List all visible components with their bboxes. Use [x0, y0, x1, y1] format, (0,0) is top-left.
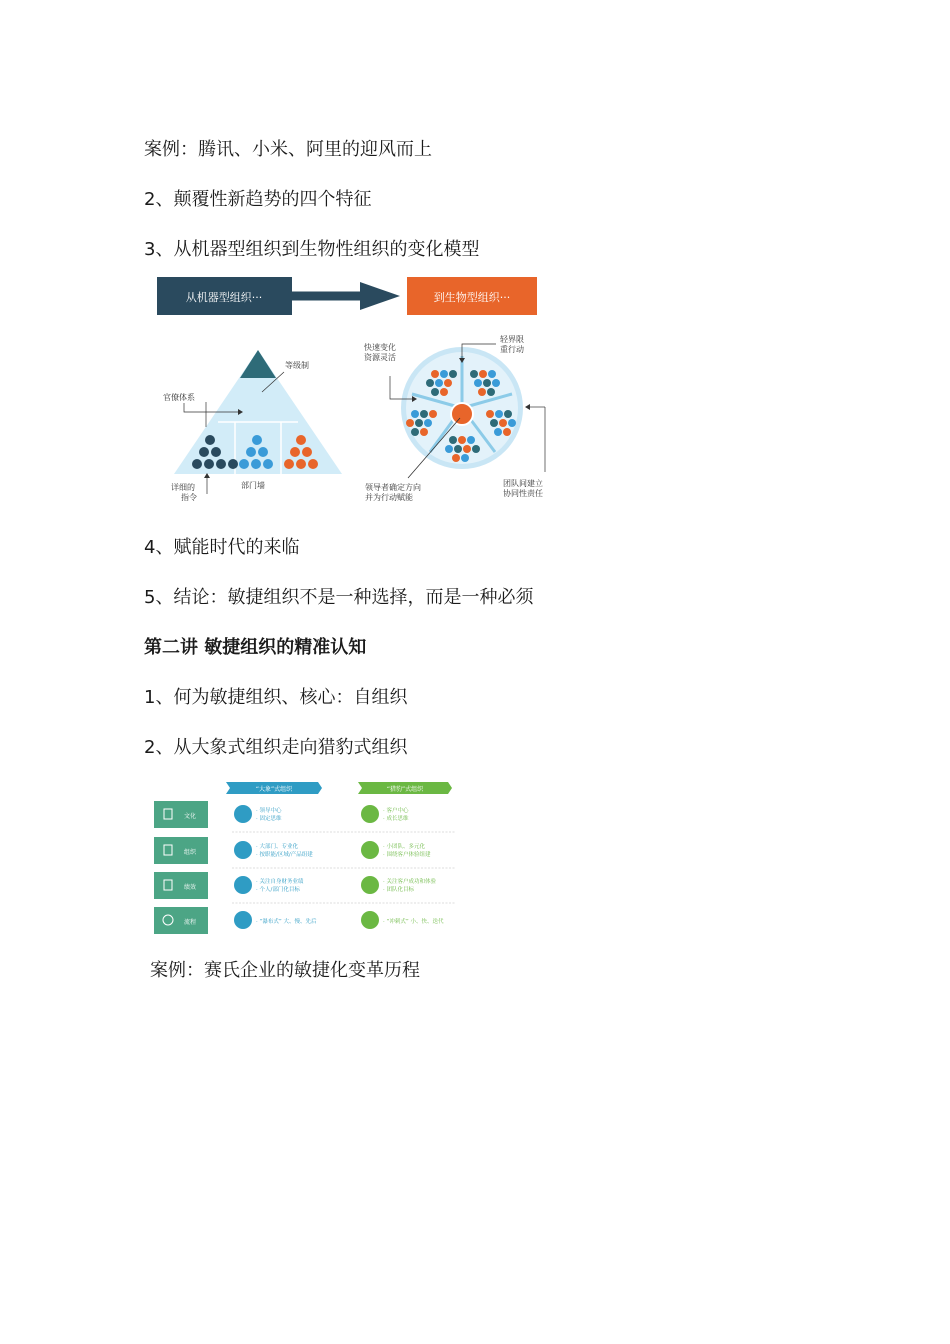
- label-detailed-2: 指令: [181, 493, 197, 502]
- row-culture-left-2: · 固定思维: [256, 816, 282, 822]
- row-performance-left-1: · 关注自身财务业绩: [256, 879, 304, 885]
- heading-what-is-agile: 1、何为敏捷组织、核心：自组织: [144, 687, 408, 708]
- heading-lecture-two: 第二讲 敏捷组织的精准认知: [144, 637, 367, 658]
- case-sai-enterprise: 案例：赛氏企业的敏捷化变革历程: [150, 960, 420, 981]
- elephant-vs-cheetah-figure: [150, 776, 464, 940]
- label-team-1: 团队间建立: [503, 479, 543, 488]
- row-culture-left-1: · 领导中心: [256, 808, 282, 814]
- heading-empowerment-era: 4、赋能时代的来临: [144, 537, 300, 558]
- row-performance-right-2: · 团队化目标: [383, 887, 414, 893]
- label-silo: 部门墙: [241, 481, 265, 490]
- arrow-right-icon: [360, 282, 400, 310]
- label-leader-2: 并为行动赋能: [365, 493, 413, 502]
- pyramid-diagram: [163, 350, 342, 502]
- row-performance: [154, 872, 456, 903]
- row-culture-label: 文化: [184, 813, 197, 820]
- row-organization: [154, 837, 456, 868]
- bio-org-label: 到生物型组织···: [433, 291, 511, 304]
- row-process-right-1: · “冲刺式” 小、快、迭代: [383, 919, 444, 925]
- label-light-boundary-2: 重行动: [500, 345, 524, 354]
- label-fast-change-1: 快速变化: [364, 343, 396, 352]
- elephant-header-label: “大象”式组织: [255, 786, 293, 793]
- label-detailed-1: 详细的: [171, 483, 195, 492]
- row-performance-label: 绩效: [184, 884, 197, 891]
- row-performance-left-2: · 个人/部门化目标: [256, 887, 300, 893]
- row-organization-right-1: · 小团队、多元化: [383, 844, 425, 850]
- label-bureaucracy: 官僚体系: [163, 393, 195, 402]
- row-organization-label: 组织: [184, 849, 197, 856]
- bio-org-diagram: [364, 334, 545, 502]
- row-culture: [154, 801, 456, 832]
- row-culture-right-2: · 成长思维: [383, 816, 409, 822]
- heading-four-features: 2、颠覆性新趋势的四个特征: [144, 189, 372, 210]
- label-team-2: 协同性责任: [503, 489, 543, 498]
- row-organization-left-2: · 按职能/区域/产品组建: [256, 852, 313, 858]
- row-performance-right-1: · 关注客户成功和体验: [383, 879, 436, 885]
- cheetah-header-label: “猎豹”式组织: [386, 786, 424, 793]
- heading-change-model: 3、从机器型组织到生物性组织的变化模型: [144, 239, 480, 260]
- row-process: [154, 907, 444, 934]
- row-organization-left-1: · 大部门、专业化: [256, 844, 298, 850]
- machine-org-label: 从机器型组织···: [185, 291, 263, 304]
- row-culture-right-1: · 客户中心: [383, 808, 409, 814]
- case-tencent-xiaomi-alibaba: 案例：腾讯、小米、阿里的迎风而上: [144, 139, 432, 160]
- machine-to-bio-figure: [150, 272, 560, 508]
- label-hierarchy: 等级制: [285, 361, 309, 370]
- heading-elephant-to-cheetah: 2、从大象式组织走向猎豹式组织: [144, 737, 408, 758]
- label-light-boundary-1: 轻界限: [500, 335, 524, 344]
- row-process-left-1: · “瀑布式” 大、慢、先后: [256, 919, 317, 925]
- label-fast-change-2: 资源灵活: [364, 353, 396, 362]
- row-process-label: 流程: [184, 919, 197, 926]
- label-leader-1: 领导者确定方向: [365, 483, 421, 492]
- heading-conclusion: 5、结论：敏捷组织不是一种选择，而是一种必须: [144, 587, 534, 608]
- row-organization-right-2: · 围绕客户体验组建: [383, 852, 431, 858]
